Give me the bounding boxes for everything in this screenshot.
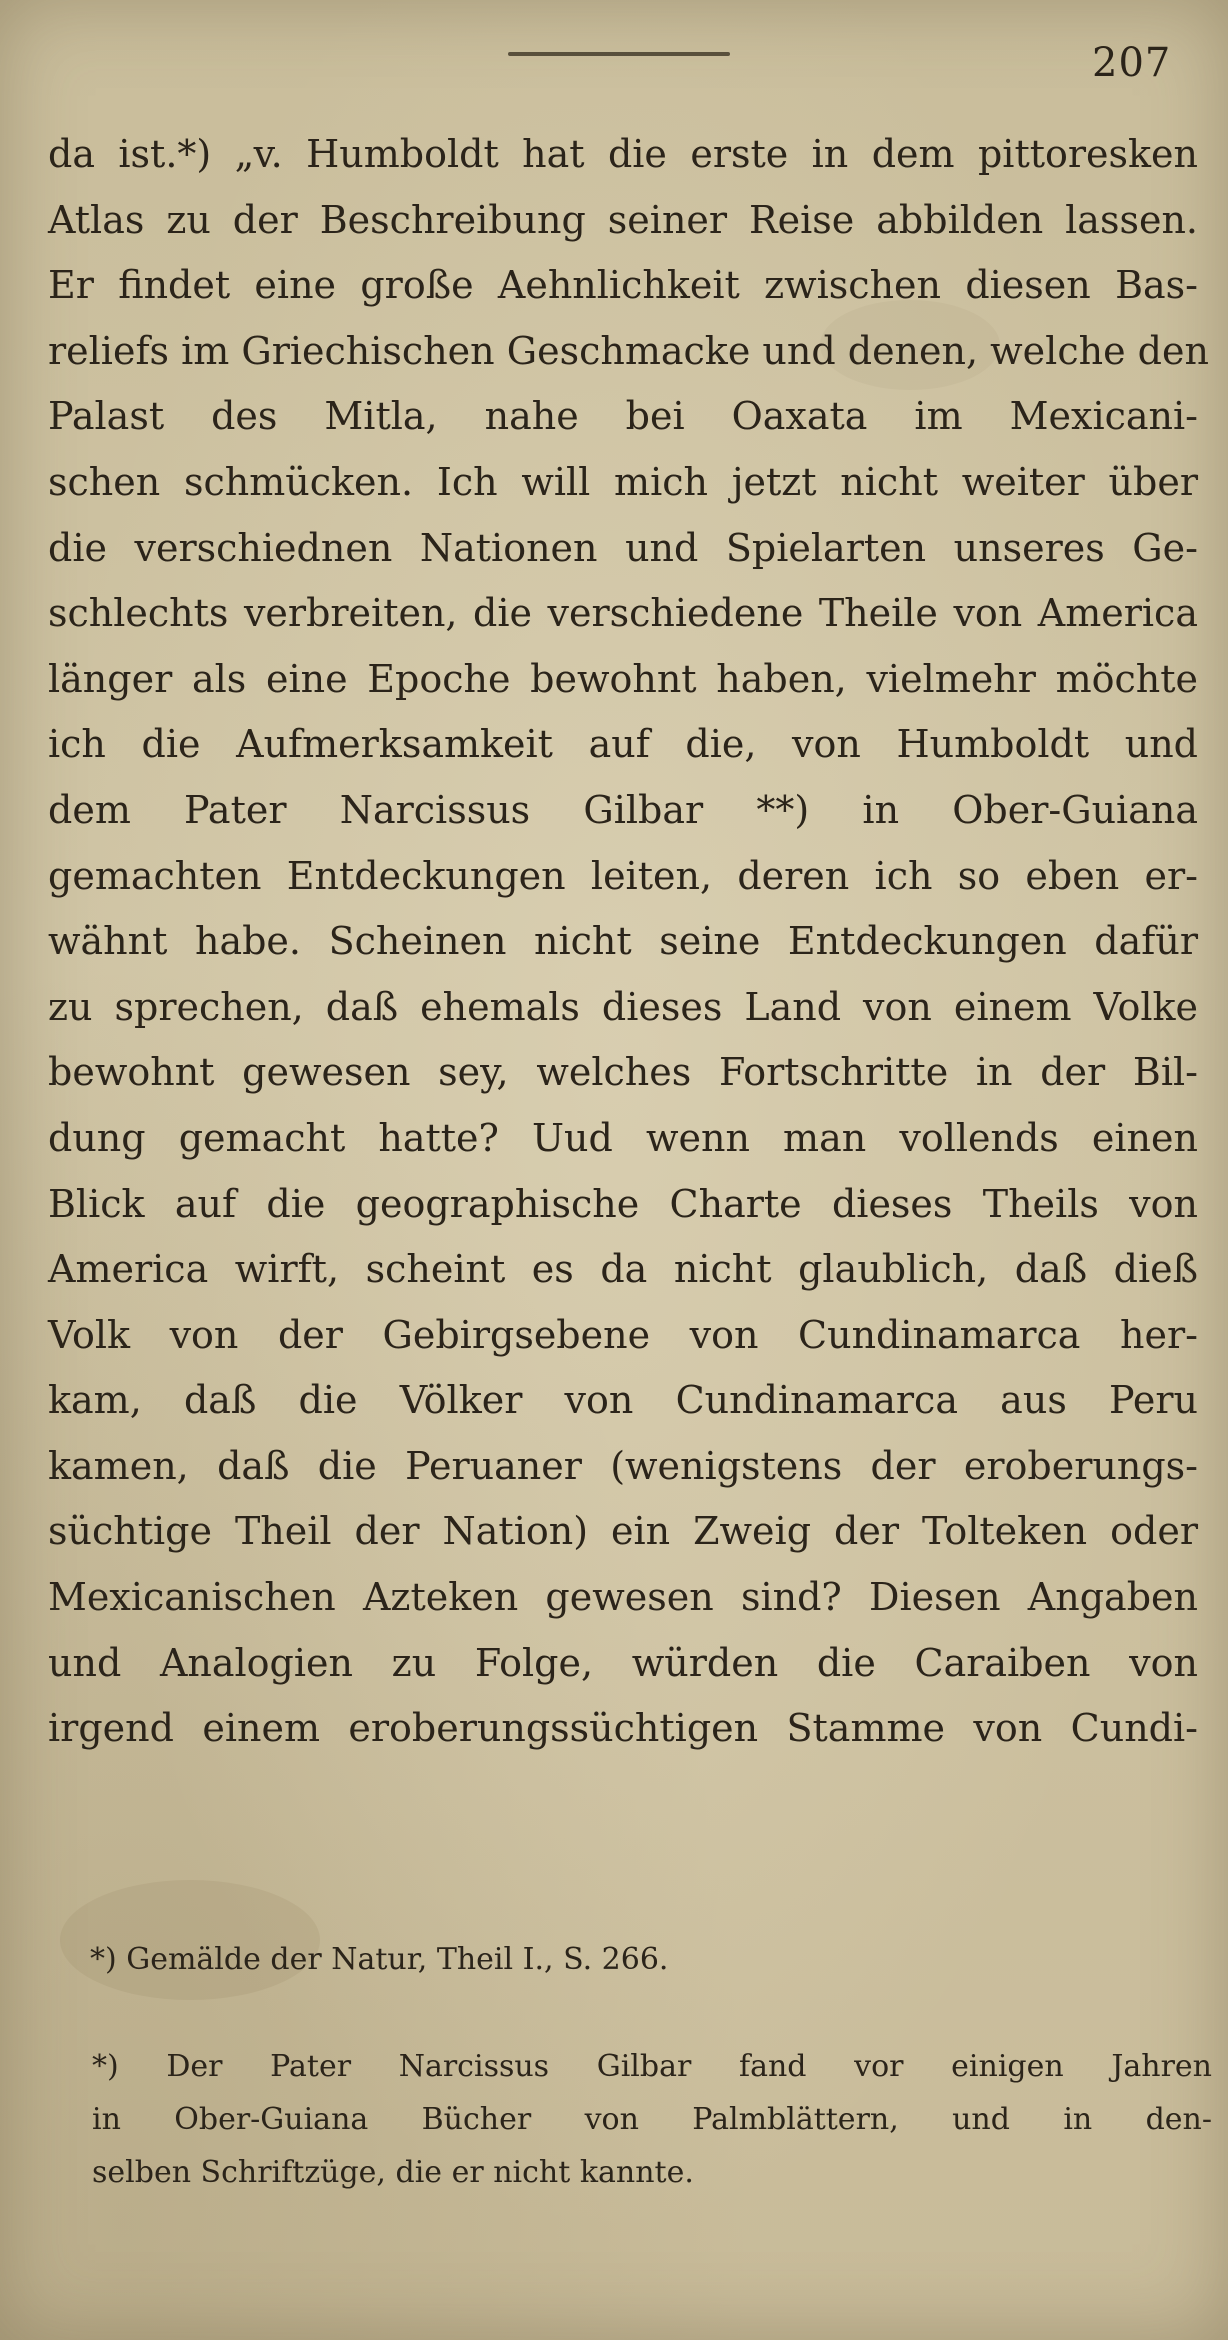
text-line: ich die Aufmerksamkeit auf die, von Humboldt und — [48, 722, 1198, 767]
text-line: da ist.*) „v. Humboldt hat die erste in dem pittoresken — [48, 132, 1198, 176]
text-line: America wirft, scheint es da nicht glaublich, daß dieß — [48, 1247, 1198, 1292]
text-line: Volk von der Gebirgsebene von Cundinamarca her- — [48, 1312, 1198, 1357]
text-line: reliefs im Griechischen Geschmacke und denen, welche den — [48, 328, 1209, 373]
text-line: Er findet eine große Aehnlichkeit zwischen diesen Bas- — [48, 263, 1198, 308]
text-line: kamen, daß die Peruaner (wenigstens der eroberungs- — [48, 1443, 1198, 1488]
footnote-line: *) Gemälde der Natur, Theil I., S. 266. — [90, 1942, 669, 1977]
footnote-1 — [90, 1942, 990, 1977]
footnote-2 — [92, 2040, 1212, 2199]
text-line: Atlas zu der Beschreibung seiner Reise abbilden lassen. — [48, 197, 1198, 242]
text-line: und Analogien zu Folge, würden die Caraiben von — [48, 1640, 1198, 1685]
text-line: Palast des Mitla, nahe bei Oaxata im Mexicani- — [48, 394, 1198, 439]
text-line: süchtige Theil der Nation) ein Zweig der Tolteken oder — [48, 1509, 1198, 1554]
text-line: zu sprechen, daß ehemals dieses Land von einem Volke — [48, 984, 1198, 1029]
text-line: bewohnt gewesen sey, welches Fortschritte in der Bil- — [48, 1050, 1198, 1095]
text-line: dung gemacht hatte? Uud wenn man vollends einen — [48, 1115, 1198, 1160]
header-rule — [508, 52, 730, 56]
footnote-line: selben Schriftzüge, die er nicht kannte. — [92, 2155, 694, 2190]
text-line: wähnt habe. Scheinen nicht seine Entdeckungen dafür — [48, 919, 1198, 964]
text-line: länger als eine Epoche bewohnt haben, vielmehr möchte — [48, 656, 1198, 701]
text-line: kam, daß die Völker von Cundinamarca aus Peru — [48, 1378, 1198, 1423]
text-line: Mexicanischen Azteken gewesen sind? Diesen Angaben — [48, 1575, 1198, 1620]
text-line: gemachten Entdeckungen leiten, deren ich so eben er- — [48, 853, 1198, 898]
footnote-line: in Ober-Guiana Bücher von Palmblättern, und in den- — [92, 2102, 1212, 2137]
page-number: 207 — [1092, 40, 1172, 86]
text-line: dem Pater Narcissus Gilbar **) in Ober-Guiana — [48, 787, 1198, 832]
text-line: Blick auf die geographische Charte dieses Theils von — [48, 1181, 1198, 1226]
text-line: schlechts verbreiten, die verschiedene Theile von America — [48, 591, 1198, 636]
text-line: irgend einem eroberungssüchtigen Stamme von Cundi- — [48, 1706, 1198, 1751]
main-text — [48, 122, 1209, 1762]
text-line: die verschiednen Nationen und Spielarten unseres Ge- — [48, 525, 1198, 570]
footnote-line: *) Der Pater Narcissus Gilbar fand vor einigen Jahren — [92, 2049, 1212, 2084]
paper-stain — [60, 1880, 320, 2000]
text-line: schen schmücken. Ich will mich jetzt nicht weiter über — [48, 459, 1198, 504]
